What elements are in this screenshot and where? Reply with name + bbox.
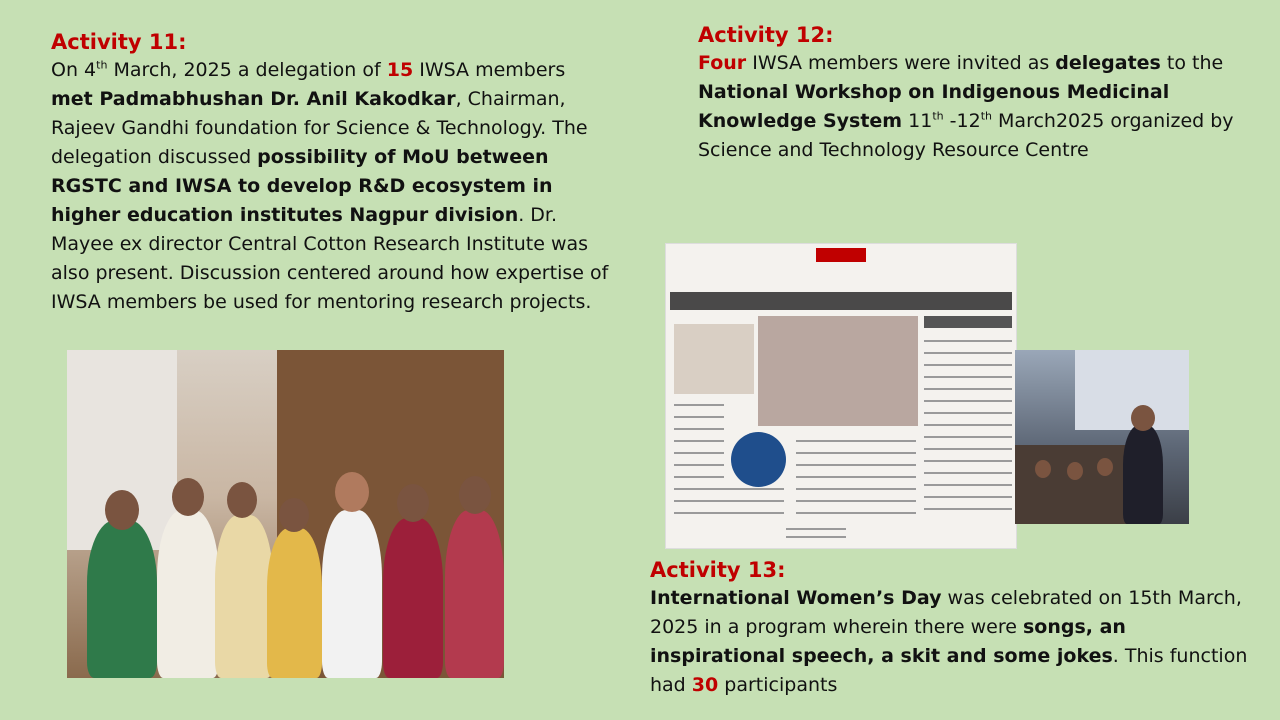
activity-13-text: International Women’s Day was celebrated on 15th March, 2025 in a program wherein there were songs, an inspirational speech, a skit and some jokes. This function had 30 participants [650,587,1248,696]
activity-13-block [650,556,1262,700]
activity-11-heading: Activity 11: [51,30,187,54]
activity-12-text: Four IWSA members were invited as delegates to the National Workshop on Indigenous Medicinal Knowledge System 11th -12th March2025 organized by Science and Technology Resource Centre [698,52,1234,161]
participant-count: 30 [691,674,719,696]
delegation-group-photo [67,350,504,678]
activity-13-heading: Activity 13: [650,558,786,582]
activity-11-block [51,28,611,317]
delegation-count: 15 [386,59,414,81]
activity-12-block [698,21,1263,165]
activity-11-text: On 4th March, 2025 a delegation of 15 IWSA members met Padmabhushan Dr. Anil Kakodkar, Chairman, Rajeev Gandhi foundation for Science & Technology. The delegation discussed possibility of MoU between RGSTC and IWSA to develop R&D ecosystem in higher education institutes Nagpur division. Dr. Mayee ex director Central Cotton Research Institute was also present. Discussion centered around how expertise of IWSA members be used for mentoring research projects. [51,58,609,313]
activity-12-heading: Activity 12: [698,23,834,47]
delegate-count: Four [698,52,747,74]
newspaper-clipping-image [665,243,1017,549]
womens-day-event-photo [1015,350,1189,524]
